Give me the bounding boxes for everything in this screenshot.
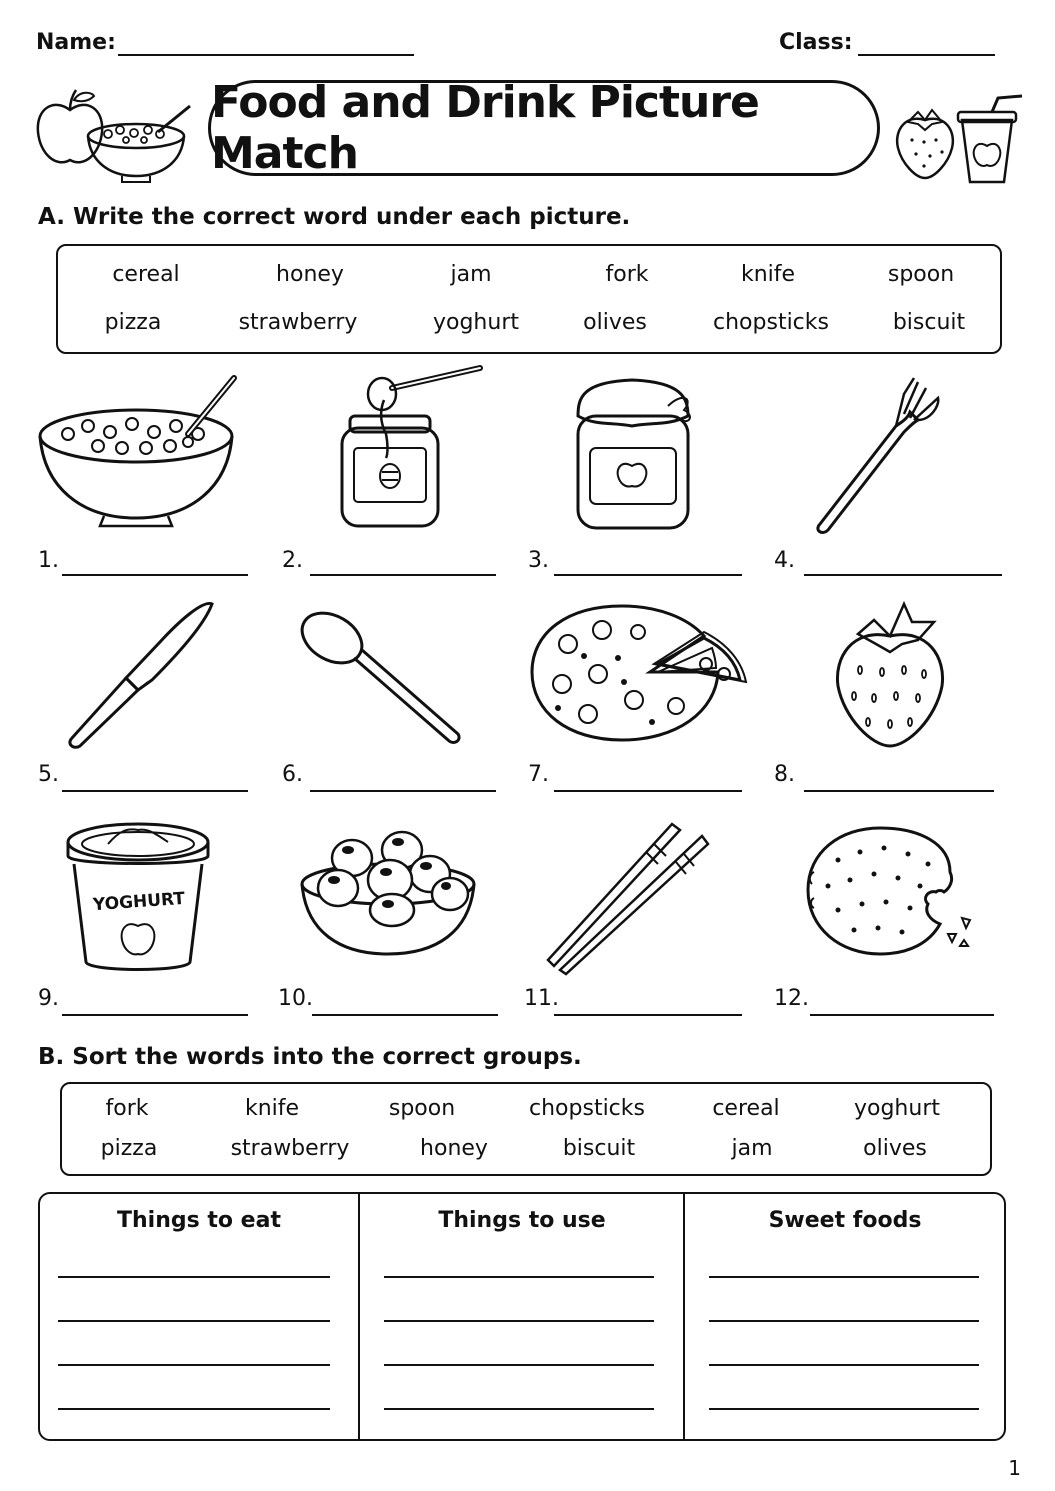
item-number: 10. xyxy=(278,986,313,1011)
honey-picture xyxy=(336,362,486,532)
answer-line-10[interactable] xyxy=(312,1014,498,1016)
word-bank-item: honey xyxy=(276,262,344,287)
word-bank-item: strawberry xyxy=(238,310,358,335)
biscuit-picture xyxy=(804,824,976,956)
sort-line[interactable] xyxy=(58,1276,330,1278)
fork-picture xyxy=(814,374,948,534)
word-bank-item: spoon xyxy=(887,262,955,287)
word-bank-item: knife xyxy=(740,262,796,287)
item-number: 11. xyxy=(524,986,559,1011)
word-bank-item: pizza xyxy=(104,310,162,335)
word-bank-item: fork xyxy=(105,1096,149,1121)
word-bank-item: spoon xyxy=(388,1096,456,1121)
section-a-heading: A. Write the correct word under each picture. xyxy=(38,204,631,230)
column-title: Things to eat xyxy=(117,1208,281,1233)
answer-line-9[interactable] xyxy=(62,1014,248,1016)
strawberry-picture xyxy=(832,600,948,748)
word-bank-item: biscuit xyxy=(562,1136,636,1161)
chopsticks-picture xyxy=(546,818,714,972)
item-number: 8. xyxy=(774,762,795,787)
spoon-picture xyxy=(298,608,468,748)
word-bank-item: chopsticks xyxy=(529,1096,645,1121)
sorting-table xyxy=(38,1192,1006,1441)
name-label: Name: xyxy=(36,30,116,55)
sort-line[interactable] xyxy=(384,1408,654,1410)
column-title: Sweet foods xyxy=(768,1208,922,1233)
cereal-bowl-icon xyxy=(86,104,194,184)
item-number: 4. xyxy=(774,548,795,573)
word-bank-item: knife xyxy=(244,1096,300,1121)
knife-picture xyxy=(64,598,218,752)
name-field[interactable] xyxy=(118,54,414,56)
column-sweet-foods xyxy=(685,1194,1005,1439)
answer-line-8[interactable] xyxy=(804,790,994,792)
yoghurt-picture xyxy=(64,820,214,976)
word-bank-item: biscuit xyxy=(892,310,966,335)
word-bank-item: cereal xyxy=(112,262,180,287)
word-bank-item: fork xyxy=(605,262,649,287)
column-things-to-use xyxy=(360,1194,684,1439)
word-bank-a xyxy=(56,244,1002,354)
strawberry-icon xyxy=(894,102,956,180)
sort-line[interactable] xyxy=(709,1276,979,1278)
sort-line[interactable] xyxy=(709,1320,979,1322)
cereal-picture xyxy=(38,372,238,532)
answer-line-6[interactable] xyxy=(310,790,496,792)
word-bank-b xyxy=(60,1082,992,1176)
sort-line[interactable] xyxy=(384,1320,654,1322)
answer-line-2[interactable] xyxy=(310,574,496,576)
answer-line-7[interactable] xyxy=(554,790,742,792)
word-bank-item: olives xyxy=(583,310,647,335)
answer-line-12[interactable] xyxy=(810,1014,994,1016)
section-b-heading: B. Sort the words into the correct groups. xyxy=(38,1044,582,1070)
sort-line[interactable] xyxy=(709,1408,979,1410)
word-bank-item: jam xyxy=(731,1136,773,1161)
word-bank-item: jam xyxy=(450,262,492,287)
word-bank-item: yoghurt xyxy=(432,310,520,335)
word-bank-item: yoghurt xyxy=(853,1096,941,1121)
answer-line-11[interactable] xyxy=(554,1014,742,1016)
sort-line[interactable] xyxy=(384,1276,654,1278)
class-label: Class: xyxy=(779,30,853,55)
item-number: 12. xyxy=(774,986,809,1011)
item-number: 3. xyxy=(528,548,549,573)
item-number: 9. xyxy=(38,986,59,1011)
word-bank-item: honey xyxy=(420,1136,488,1161)
word-bank-item: chopsticks xyxy=(713,310,829,335)
sort-line[interactable] xyxy=(384,1364,654,1366)
page-title: Food and Drink Picture Match xyxy=(211,77,759,179)
jam-picture xyxy=(572,376,702,532)
title-banner xyxy=(208,77,880,179)
page-number: 1 xyxy=(1008,1456,1021,1480)
sort-line[interactable] xyxy=(58,1408,330,1410)
item-number: 5. xyxy=(38,762,59,787)
word-bank-item: strawberry xyxy=(230,1136,350,1161)
item-number: 2. xyxy=(282,548,303,573)
answer-line-1[interactable] xyxy=(62,574,248,576)
answer-line-4[interactable] xyxy=(804,574,1002,576)
item-number: 7. xyxy=(528,762,549,787)
answer-line-3[interactable] xyxy=(554,574,742,576)
sort-line[interactable] xyxy=(709,1364,979,1366)
sort-line[interactable] xyxy=(58,1320,330,1322)
word-bank-item: pizza xyxy=(100,1136,158,1161)
word-bank-item: cereal xyxy=(712,1096,780,1121)
item-number: 6. xyxy=(282,762,303,787)
answer-line-5[interactable] xyxy=(62,790,248,792)
juice-cup-icon xyxy=(952,94,1028,186)
word-bank-item: olives xyxy=(863,1136,927,1161)
column-things-to-eat xyxy=(40,1194,358,1439)
yoghurt-label: YOGHURT xyxy=(92,888,186,916)
class-field[interactable] xyxy=(858,54,995,56)
pizza-picture xyxy=(528,602,748,744)
item-number: 1. xyxy=(38,548,59,573)
olives-picture xyxy=(300,828,478,956)
sort-line[interactable] xyxy=(58,1364,330,1366)
column-title: Things to use xyxy=(438,1208,606,1233)
